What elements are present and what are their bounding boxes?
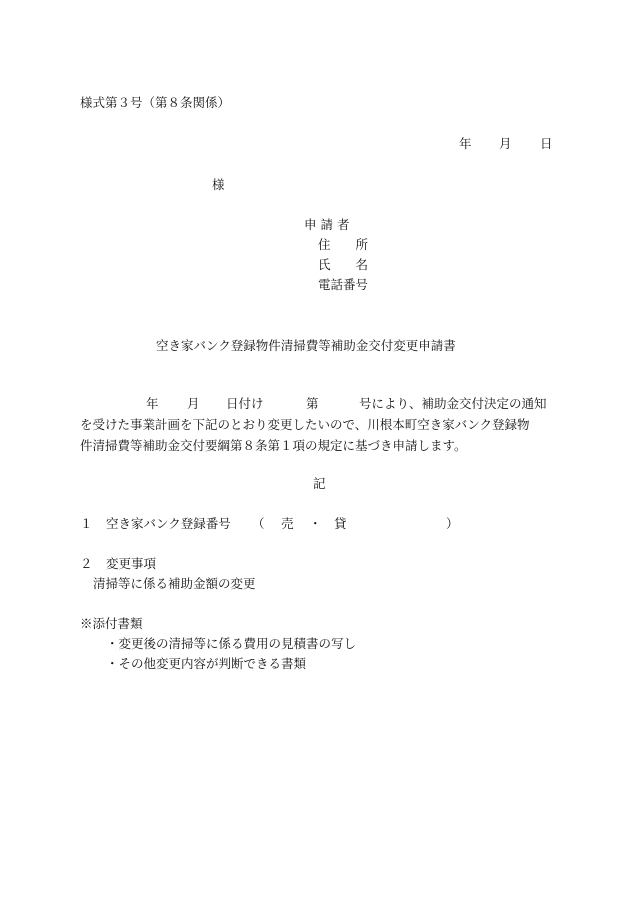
attachment-item: ・変更後の清掃等に係る費用の見積書の写し (106, 636, 357, 651)
body-year: 年 (146, 396, 159, 411)
applicant-name-label: 氏 名 (318, 257, 369, 272)
item1-dot: ・ (309, 516, 322, 531)
item1-close-paren: ） (446, 516, 459, 531)
body-line2: を受けた事業計画を下記のとおり変更したいので、川根本町空き家バンク登録物 (80, 417, 530, 432)
attachment-item: ・その他変更内容が判断できる書類 (106, 656, 307, 671)
body-month: 月 (187, 396, 200, 411)
date-month: 月 (499, 136, 512, 151)
body-no: 第 (306, 396, 319, 411)
attachments-heading: ※添付書類 (80, 616, 143, 631)
item1-label: 空き家バンク登録番号 (106, 516, 231, 531)
document-title: 空き家バンク登録物件清掃費等補助金交付変更申請書 (156, 338, 456, 353)
form-number: 様式第３号（第８条関係） (80, 95, 231, 110)
item1-number: １ (80, 516, 93, 531)
applicant-phone-label: 電話番号 (318, 277, 369, 292)
date-day: 日 (540, 136, 553, 151)
body-dated: 日付け (226, 396, 264, 411)
applicant-address-label: 住 所 (318, 237, 369, 252)
item1-sell: 売 (281, 516, 294, 531)
item1-open-paren: （ (252, 516, 265, 531)
date-year: 年 (459, 136, 472, 151)
item2-label: 変更事項 (106, 556, 157, 571)
addressee-suffix: 様 (212, 177, 225, 192)
body-line3: 件清掃費等補助金交付要綱第８条第１項の規定に基づき申請します。 (80, 438, 467, 453)
body-line1-rest: 号により、補助金交付決定の通知 (359, 396, 547, 411)
applicant-heading: 申 請 者 (304, 217, 350, 232)
item2-content: 清掃等に係る補助金額の変更 (93, 576, 256, 591)
item2-number: ２ (80, 556, 93, 571)
ki-heading: 記 (313, 476, 326, 491)
item1-lend: 貸 (334, 516, 347, 531)
